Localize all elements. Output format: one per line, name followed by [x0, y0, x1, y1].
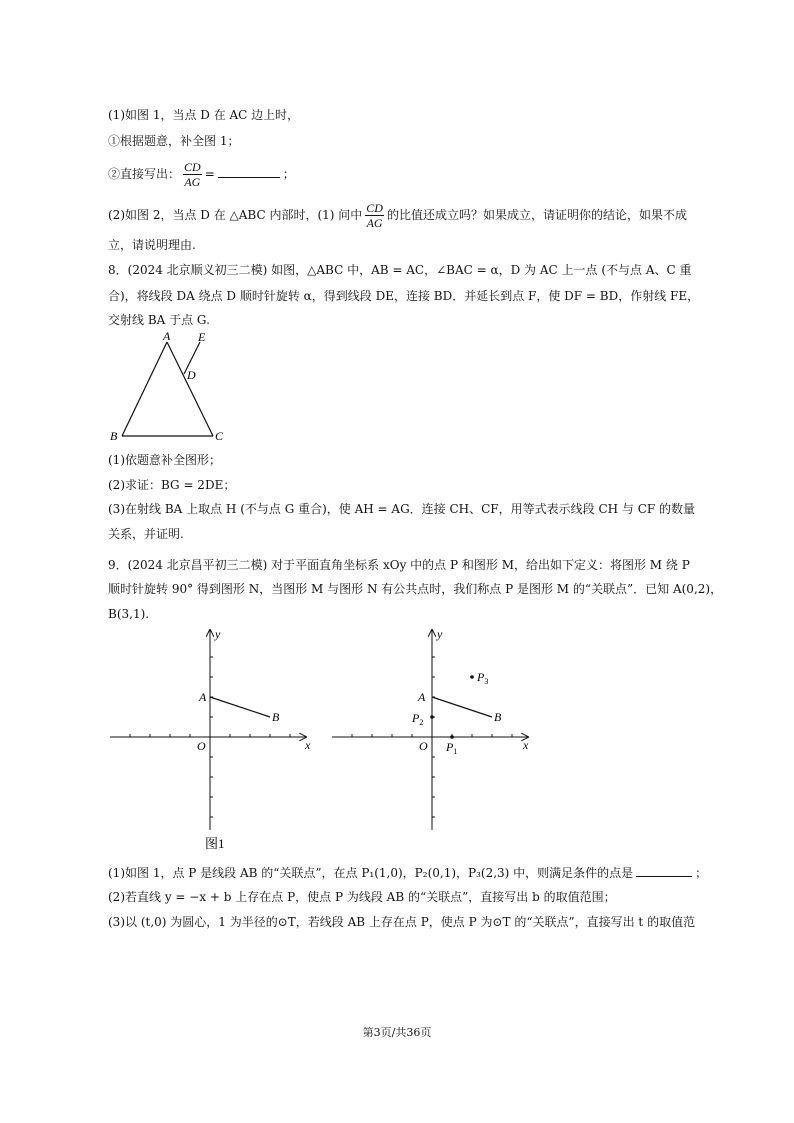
point-A-label-2: A — [418, 690, 426, 704]
p9-line1: 9．(2024 北京昌平初三二模) 对于平面直角坐标系 xOy 中的点 P 和图形 M，给出如下定义：将图形 M 绕 P — [108, 558, 690, 572]
label-B: B — [110, 429, 118, 443]
p9-q2: (2)若直线 y = −x + b 上存在点 P，使点 P 为线段 AB 的“关联点”，直接写出 b 的取值范围； — [108, 890, 616, 904]
axis-y-label: y — [215, 627, 221, 641]
p7-part1-a: ①根据题意，补全图 1； — [108, 134, 240, 148]
p9-line3: B(3,1). — [108, 607, 150, 621]
p7-part1-intro: (1)如图 1，当点 D 在 AC 边上时， — [108, 108, 300, 122]
p9-q3: (3)以 (t,0) 为圆心，1 为半径的⊙T，若线段 AB 上存在点 P，使点 P 为⊙T 的“关联点”，直接写出 t 的取值范 — [108, 915, 696, 929]
answer-blank — [218, 166, 280, 178]
p8-q1: (1)依题意补全图形； — [108, 453, 221, 467]
p7-part2: (2)如图 2，当点 D 在 △ABC 内部时，(1) 问中 $\frac{CD}{AG}$ 的比值还成立吗？如果成立，请证明你的结论，如果不成 — [108, 201, 687, 230]
point-P3 — [470, 675, 474, 679]
figure-1-caption: 图1 — [205, 836, 225, 851]
label-C: C — [215, 429, 224, 443]
p8-line2: 合)，将线段 DA 绕点 D 顺时针旋转 α，得到线段 DE，连接 BD．并延长到点 F，使 DF = BD，作射线 FE， — [108, 289, 700, 303]
label-D: D — [187, 368, 196, 382]
point-P3-label: $P_3$ — [477, 670, 489, 686]
p8-q2: (2)求证：BG = 2DE； — [108, 478, 236, 492]
point-P1 — [450, 735, 454, 739]
point-B-label: B — [272, 710, 280, 724]
coordinate-figure-2 — [330, 622, 540, 832]
axis-y-label-2: y — [437, 627, 443, 641]
p9-q1: (1)如图 1，点 P 是线段 AB 的“关联点”，在点 P₁(1,0)，P₂(0,1)，P₃(2,3) 中，则满足条件的点是 ； — [108, 866, 708, 880]
fraction-cd-ag-2: $\frac{CD}{AG}$ — [366, 201, 383, 230]
p7-part2-line2: 立，请说明理由. — [108, 238, 196, 252]
coordinate-figure-1 — [108, 622, 318, 852]
point-P1-label: $P_1$ — [446, 740, 458, 756]
origin-label-2: O — [419, 739, 428, 753]
axis-x-label-2: x — [523, 738, 529, 752]
p7-part1-b: ②直接写出： $\frac{CD}{AG}$ = ； — [108, 160, 295, 189]
answer-blank-2 — [636, 865, 692, 877]
point-A-label: A — [199, 690, 207, 704]
origin-label: O — [197, 739, 206, 753]
p9-line2: 顺时针旋转 90° 得到图形 N，当图形 M 与图形 N 有公共点时，我们称点 P 是图形 M 的“关联点”．已知 A(0,2)， — [108, 582, 723, 596]
label-E: E — [198, 330, 206, 344]
point-P2-label: $P_2$ — [412, 711, 424, 727]
point-P2 — [430, 715, 434, 719]
p8-q3-line1: (3)在射线 BA 上取点 H (不与点 G 重合)，使 AH = AG．连接 CH、CF，用等式表示线段 CH 与 CF 的数量 — [108, 502, 696, 516]
axis-x-label: x — [305, 738, 311, 752]
triangle-figure — [105, 328, 235, 448]
p8-line1: 8．(2024 北京顺义初三二模) 如图，△ABC 中，AB = AC，∠BAC = α，D 为 AC 上一点 (不与点 A、C 重 — [108, 263, 692, 277]
label-A: A — [163, 329, 171, 343]
point-B-label-2: B — [494, 710, 502, 724]
p8-q3-line2: 关系，并证明. — [108, 527, 184, 541]
page-footer: 第3页/共36页 — [362, 1026, 432, 1039]
fraction-cd-ag: $\frac{CD}{AG}$ — [184, 160, 201, 189]
p8-line3: 交射线 BA 于点 G. — [108, 313, 210, 327]
